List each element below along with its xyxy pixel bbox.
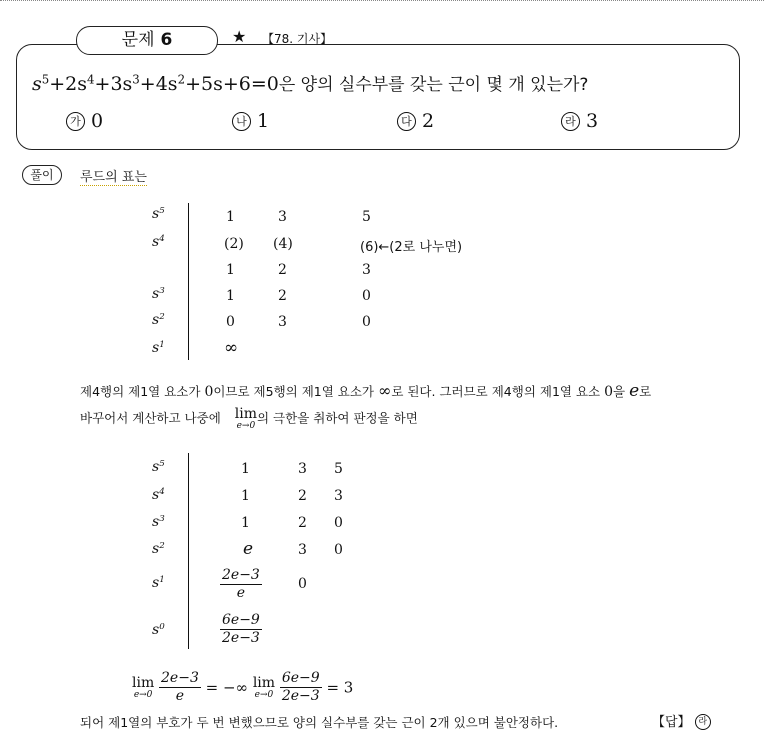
table1-cell: 2 <box>278 262 287 278</box>
problem-number: 6 <box>160 30 173 50</box>
table2-fraction: $\frac{6e-9}{2e-3}$ <box>222 612 260 646</box>
table1-cell: 0 <box>362 288 371 304</box>
table1-cell: 1 <box>226 288 235 304</box>
top-dotted-rule <box>0 0 764 1</box>
table1-cell-infinity: ∞ <box>224 338 239 358</box>
limit-equations: lim e→0 $\frac{2e-3}{e}$ = −∞ lim e→0 $\frac{6e-9}{2e-3}$ = 3 <box>132 670 354 704</box>
table2-cell: 5 <box>334 461 343 477</box>
table1-cell: 3 <box>278 314 287 330</box>
answer-mark: 라 <box>695 714 711 730</box>
problem-tag <box>76 26 218 55</box>
table1-cell: (2) <box>224 236 244 252</box>
table2-cell: 0 <box>298 576 307 592</box>
table1-row-label: $s^1$ <box>152 340 165 356</box>
choice-b: 나 1 <box>232 110 269 132</box>
table2-cell: 0 <box>334 542 343 558</box>
table1-cell: 5 <box>362 209 371 225</box>
table2-row-label: $s^2$ <box>152 541 165 557</box>
table2-row-label: $s^1$ <box>152 575 165 591</box>
table1-cell-note: (6)←(2로 나누면) <box>360 240 463 255</box>
table1-cell: 0 <box>362 314 371 330</box>
table2-cell: 3 <box>298 461 307 477</box>
table1-row-label: $s^3$ <box>152 286 165 302</box>
choice-c-mark: 다 <box>397 112 416 131</box>
table2-cell: 1 <box>241 488 250 504</box>
explanation-line-2: 바꾸어서 계산하고 나중에 lim e→0 의 극한을 취하여 판정을 하면 <box>80 406 418 431</box>
choice-d-mark: 라 <box>561 112 580 131</box>
problem-source: 【78. 기사】 <box>262 32 333 46</box>
question-sentence: 은 양의 실수부를 갖는 근이 몇 개 있는가? <box>278 75 589 95</box>
question-box <box>16 44 740 150</box>
table2-row-label: $s^3$ <box>152 514 165 530</box>
table2-cell: 2 <box>298 515 307 531</box>
routh-table-1-divider <box>188 203 189 360</box>
limit-notation: lim e→0 <box>234 406 257 431</box>
answer <box>652 711 717 730</box>
explanation-line-1: 제4행의 제1열 요소가 0이므로 제5행의 제1열 요소가 ∞로 된다. 그러므로 제4행의 제1열 요소 0을 e로 <box>80 381 652 401</box>
table1-row-label: $s^4$ <box>152 234 165 250</box>
table2-cell: 3 <box>298 542 307 558</box>
question-text <box>32 70 588 95</box>
choice-d: 라 3 <box>561 110 598 132</box>
table2-cell: 2 <box>298 488 307 504</box>
choice-a-mark: 가 <box>66 112 85 131</box>
table2-cell: 0 <box>334 515 343 531</box>
table1-cell: (4) <box>273 236 293 252</box>
star-icon: ★ <box>232 27 247 46</box>
equation: $s^5+2s^4+3s^3+4s^2+5s+6=0$ <box>32 72 279 95</box>
answer-label: 【답】 <box>652 715 691 730</box>
table1-cell: 1 <box>226 262 235 278</box>
conclusion-text: 되어 제1열의 부호가 두 번 변했으므로 양의 실수부를 갖는 근이 2개 있으며 불안정하다. <box>80 715 559 730</box>
choice-a: 가 0 <box>66 110 103 132</box>
table1-cell: 3 <box>278 209 287 225</box>
table2-row-label: $s^5$ <box>152 459 165 475</box>
table1-cell: 0 <box>226 314 235 330</box>
table2-row-label: $s^0$ <box>152 622 165 638</box>
table2-fraction: $\frac{2e-3}{e}$ <box>222 567 260 601</box>
table2-cell-epsilon: e <box>243 539 254 559</box>
routh-table-2-divider <box>188 453 189 649</box>
table2-cell: 1 <box>241 515 250 531</box>
table2-cell: 3 <box>334 488 343 504</box>
table1-cell: 2 <box>278 288 287 304</box>
table1-cell: 3 <box>362 262 371 278</box>
choice-b-mark: 나 <box>232 112 251 131</box>
table1-cell: 1 <box>226 209 235 225</box>
problem-label: 문제 <box>121 30 155 50</box>
table1-row-label: $s^2$ <box>152 312 165 328</box>
table2-cell: 1 <box>241 461 250 477</box>
choice-c: 다 2 <box>397 110 434 132</box>
table2-row-label: $s^4$ <box>152 487 165 503</box>
table1-row-label: $s^5$ <box>152 206 165 222</box>
solution-heading: 루드의 표는 <box>80 170 147 185</box>
solution-label: 풀이 <box>22 165 62 185</box>
